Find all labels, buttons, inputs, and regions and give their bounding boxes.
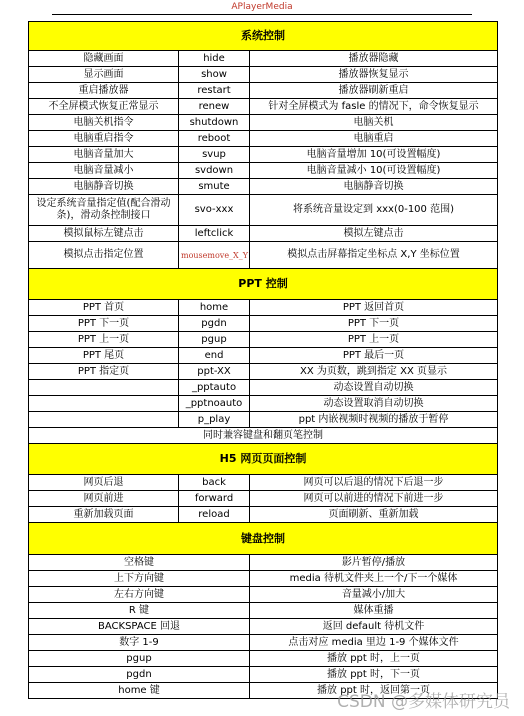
- function-cell: 不全屏模式恢复正常显示: [29, 99, 179, 115]
- description-cell: PPT 下一页: [250, 316, 498, 332]
- document-header: APlayerMedia: [231, 2, 293, 12]
- description-cell: 电脑静音切换: [250, 179, 498, 195]
- action-cell: 播放 ppt 时，下一页: [250, 667, 498, 683]
- command-cell: pgup: [179, 332, 250, 348]
- command-cell: mousemove_X_Y: [179, 242, 250, 269]
- description-cell: 播放器恢复显示: [250, 67, 498, 83]
- function-cell: PPT 上一页: [29, 332, 179, 348]
- header-divider: [52, 14, 472, 15]
- key-cell: pgup: [29, 651, 250, 667]
- description-cell: 模拟点击屏幕指定坐标点 X,Y 坐标位置: [250, 242, 498, 269]
- description-cell: 电脑关机: [250, 115, 498, 131]
- function-cell: PPT 尾页: [29, 348, 179, 364]
- command-cell: reload: [179, 507, 250, 523]
- table-row: [29, 491, 498, 507]
- section-note: 同时兼容键盘和翻页笔控制: [29, 428, 498, 444]
- table-row: [29, 115, 498, 131]
- function-cell: PPT 指定页: [29, 364, 179, 380]
- function-cell: 设定系统音量指定值(配合滑动条)，滑动条控制接口: [29, 195, 179, 226]
- table-row: [29, 226, 498, 242]
- action-cell: 返回 default 待机文件: [250, 619, 498, 635]
- table-row: [29, 635, 498, 651]
- table-row: [29, 300, 498, 316]
- function-cell: 网页前进: [29, 491, 179, 507]
- section-header: [29, 523, 498, 555]
- key-cell: 上下方向键: [29, 571, 250, 587]
- table-row: [29, 380, 498, 396]
- function-cell: 显示画面: [29, 67, 179, 83]
- function-cell: 网页后退: [29, 475, 179, 491]
- action-cell: 播放 ppt 时，上一页: [250, 651, 498, 667]
- table-row: [29, 587, 498, 603]
- description-cell: 播放器隐藏: [250, 51, 498, 67]
- description-cell: 播放器刷新重启: [250, 83, 498, 99]
- description-cell: ppt 内嵌视频时视频的播放于暂停: [250, 412, 498, 428]
- table-row: [29, 396, 498, 412]
- function-cell: PPT 下一页: [29, 316, 179, 332]
- function-cell: 电脑静音切换: [29, 179, 179, 195]
- action-cell: 音量减小/加大: [250, 587, 498, 603]
- description-cell: 将系统音量设定到 xxx(0-100 范围): [250, 195, 498, 226]
- table-row: [29, 619, 498, 635]
- description-cell: 动态设置自动切换: [250, 380, 498, 396]
- function-cell: 电脑音量减小: [29, 163, 179, 179]
- key-cell: R 键: [29, 603, 250, 619]
- description-cell: XX 为页数，跳到指定 XX 页显示: [250, 364, 498, 380]
- description-cell: 模拟左键点击: [250, 226, 498, 242]
- table-row: [29, 83, 498, 99]
- table-row: [29, 99, 498, 115]
- command-cell: p_play: [179, 412, 250, 428]
- function-cell: [29, 380, 179, 396]
- description-cell: 针对全屏模式为 fasle 的情况下，命令恢复显示: [250, 99, 498, 115]
- table-row: [29, 195, 498, 226]
- table-row: [29, 163, 498, 179]
- function-cell: 重新加载页面: [29, 507, 179, 523]
- function-cell: 模拟鼠标左键点击: [29, 226, 179, 242]
- description-cell: 电脑音量增加 10(可设置幅度): [250, 147, 498, 163]
- description-cell: 电脑音量减小 10(可设置幅度): [250, 163, 498, 179]
- function-cell: 重启播放器: [29, 83, 179, 99]
- function-cell: [29, 396, 179, 412]
- command-cell: smute: [179, 179, 250, 195]
- command-cell: svup: [179, 147, 250, 163]
- function-cell: 电脑音量加大: [29, 147, 179, 163]
- command-cell: ppt-XX: [179, 364, 250, 380]
- description-cell: 网页可以前进的情况下前进一步: [250, 491, 498, 507]
- function-cell: 隐藏画面: [29, 51, 179, 67]
- command-cell: back: [179, 475, 250, 491]
- command-cell: renew: [179, 99, 250, 115]
- command-cell: svdown: [179, 163, 250, 179]
- action-cell: 点击对应 media 里边 1-9 个媒体文件: [250, 635, 498, 651]
- key-cell: pgdn: [29, 667, 250, 683]
- table-note-row: [29, 428, 498, 444]
- action-cell: 播放 ppt 时，返回第一页: [250, 683, 498, 699]
- table-row: [29, 147, 498, 163]
- description-cell: 页面刷新、重新加载: [250, 507, 498, 523]
- command-cell: restart: [179, 83, 250, 99]
- key-cell: 左右方向键: [29, 587, 250, 603]
- table-row: [29, 603, 498, 619]
- key-cell: 空格键: [29, 555, 250, 571]
- key-cell: 数字 1-9: [29, 635, 250, 651]
- description-cell: PPT 上一页: [250, 332, 498, 348]
- function-cell: 模拟点击指定位置: [29, 242, 179, 269]
- command-cell: _pptauto: [179, 380, 250, 396]
- table-row: [29, 555, 498, 571]
- table-row: [29, 364, 498, 380]
- table-row: [29, 332, 498, 348]
- section-header: [29, 444, 498, 475]
- table-row: [29, 131, 498, 147]
- key-cell: home 键: [29, 683, 250, 699]
- table-row: [29, 571, 498, 587]
- section-title: 系统控制: [29, 22, 498, 51]
- table-row: [29, 67, 498, 83]
- table-row: [29, 651, 498, 667]
- function-cell: [29, 412, 179, 428]
- action-cell: media 待机文件夹上一个/下一个媒体: [250, 571, 498, 587]
- table-row: [29, 179, 498, 195]
- table-row: [29, 412, 498, 428]
- command-cell: _pptnoauto: [179, 396, 250, 412]
- action-cell: 影片暂停/播放: [250, 555, 498, 571]
- key-cell: BACKSPACE 回退: [29, 619, 250, 635]
- table-row: [29, 667, 498, 683]
- description-cell: 网页可以后退的情况下后退一步: [250, 475, 498, 491]
- description-cell: PPT 返回首页: [250, 300, 498, 316]
- command-table: [28, 21, 498, 699]
- command-cell: svo-xxx: [179, 195, 250, 226]
- watermark: CSDN @多媒体研究员: [337, 692, 510, 712]
- section-header: [29, 22, 498, 51]
- function-cell: 电脑关机指令: [29, 115, 179, 131]
- table-row: [29, 507, 498, 523]
- table-row: [29, 242, 498, 269]
- table-row: [29, 348, 498, 364]
- command-cell: end: [179, 348, 250, 364]
- section-title: PPT 控制: [29, 269, 498, 300]
- table-row: [29, 475, 498, 491]
- command-cell: reboot: [179, 131, 250, 147]
- function-cell: PPT 首页: [29, 300, 179, 316]
- section-title: H5 网页页面控制: [29, 444, 498, 475]
- table-row: [29, 316, 498, 332]
- section-header: [29, 269, 498, 300]
- command-cell: pgdn: [179, 316, 250, 332]
- command-cell: show: [179, 67, 250, 83]
- function-cell: 电脑重启指令: [29, 131, 179, 147]
- action-cell: 媒体重播: [250, 603, 498, 619]
- command-cell: home: [179, 300, 250, 316]
- command-cell: shutdown: [179, 115, 250, 131]
- command-cell: leftclick: [179, 226, 250, 242]
- command-cell: forward: [179, 491, 250, 507]
- description-cell: 动态设置取消自动切换: [250, 396, 498, 412]
- table-row: [29, 51, 498, 67]
- description-cell: PPT 最后一页: [250, 348, 498, 364]
- description-cell: 电脑重启: [250, 131, 498, 147]
- command-cell: hide: [179, 51, 250, 67]
- section-title: 键盘控制: [29, 523, 498, 555]
